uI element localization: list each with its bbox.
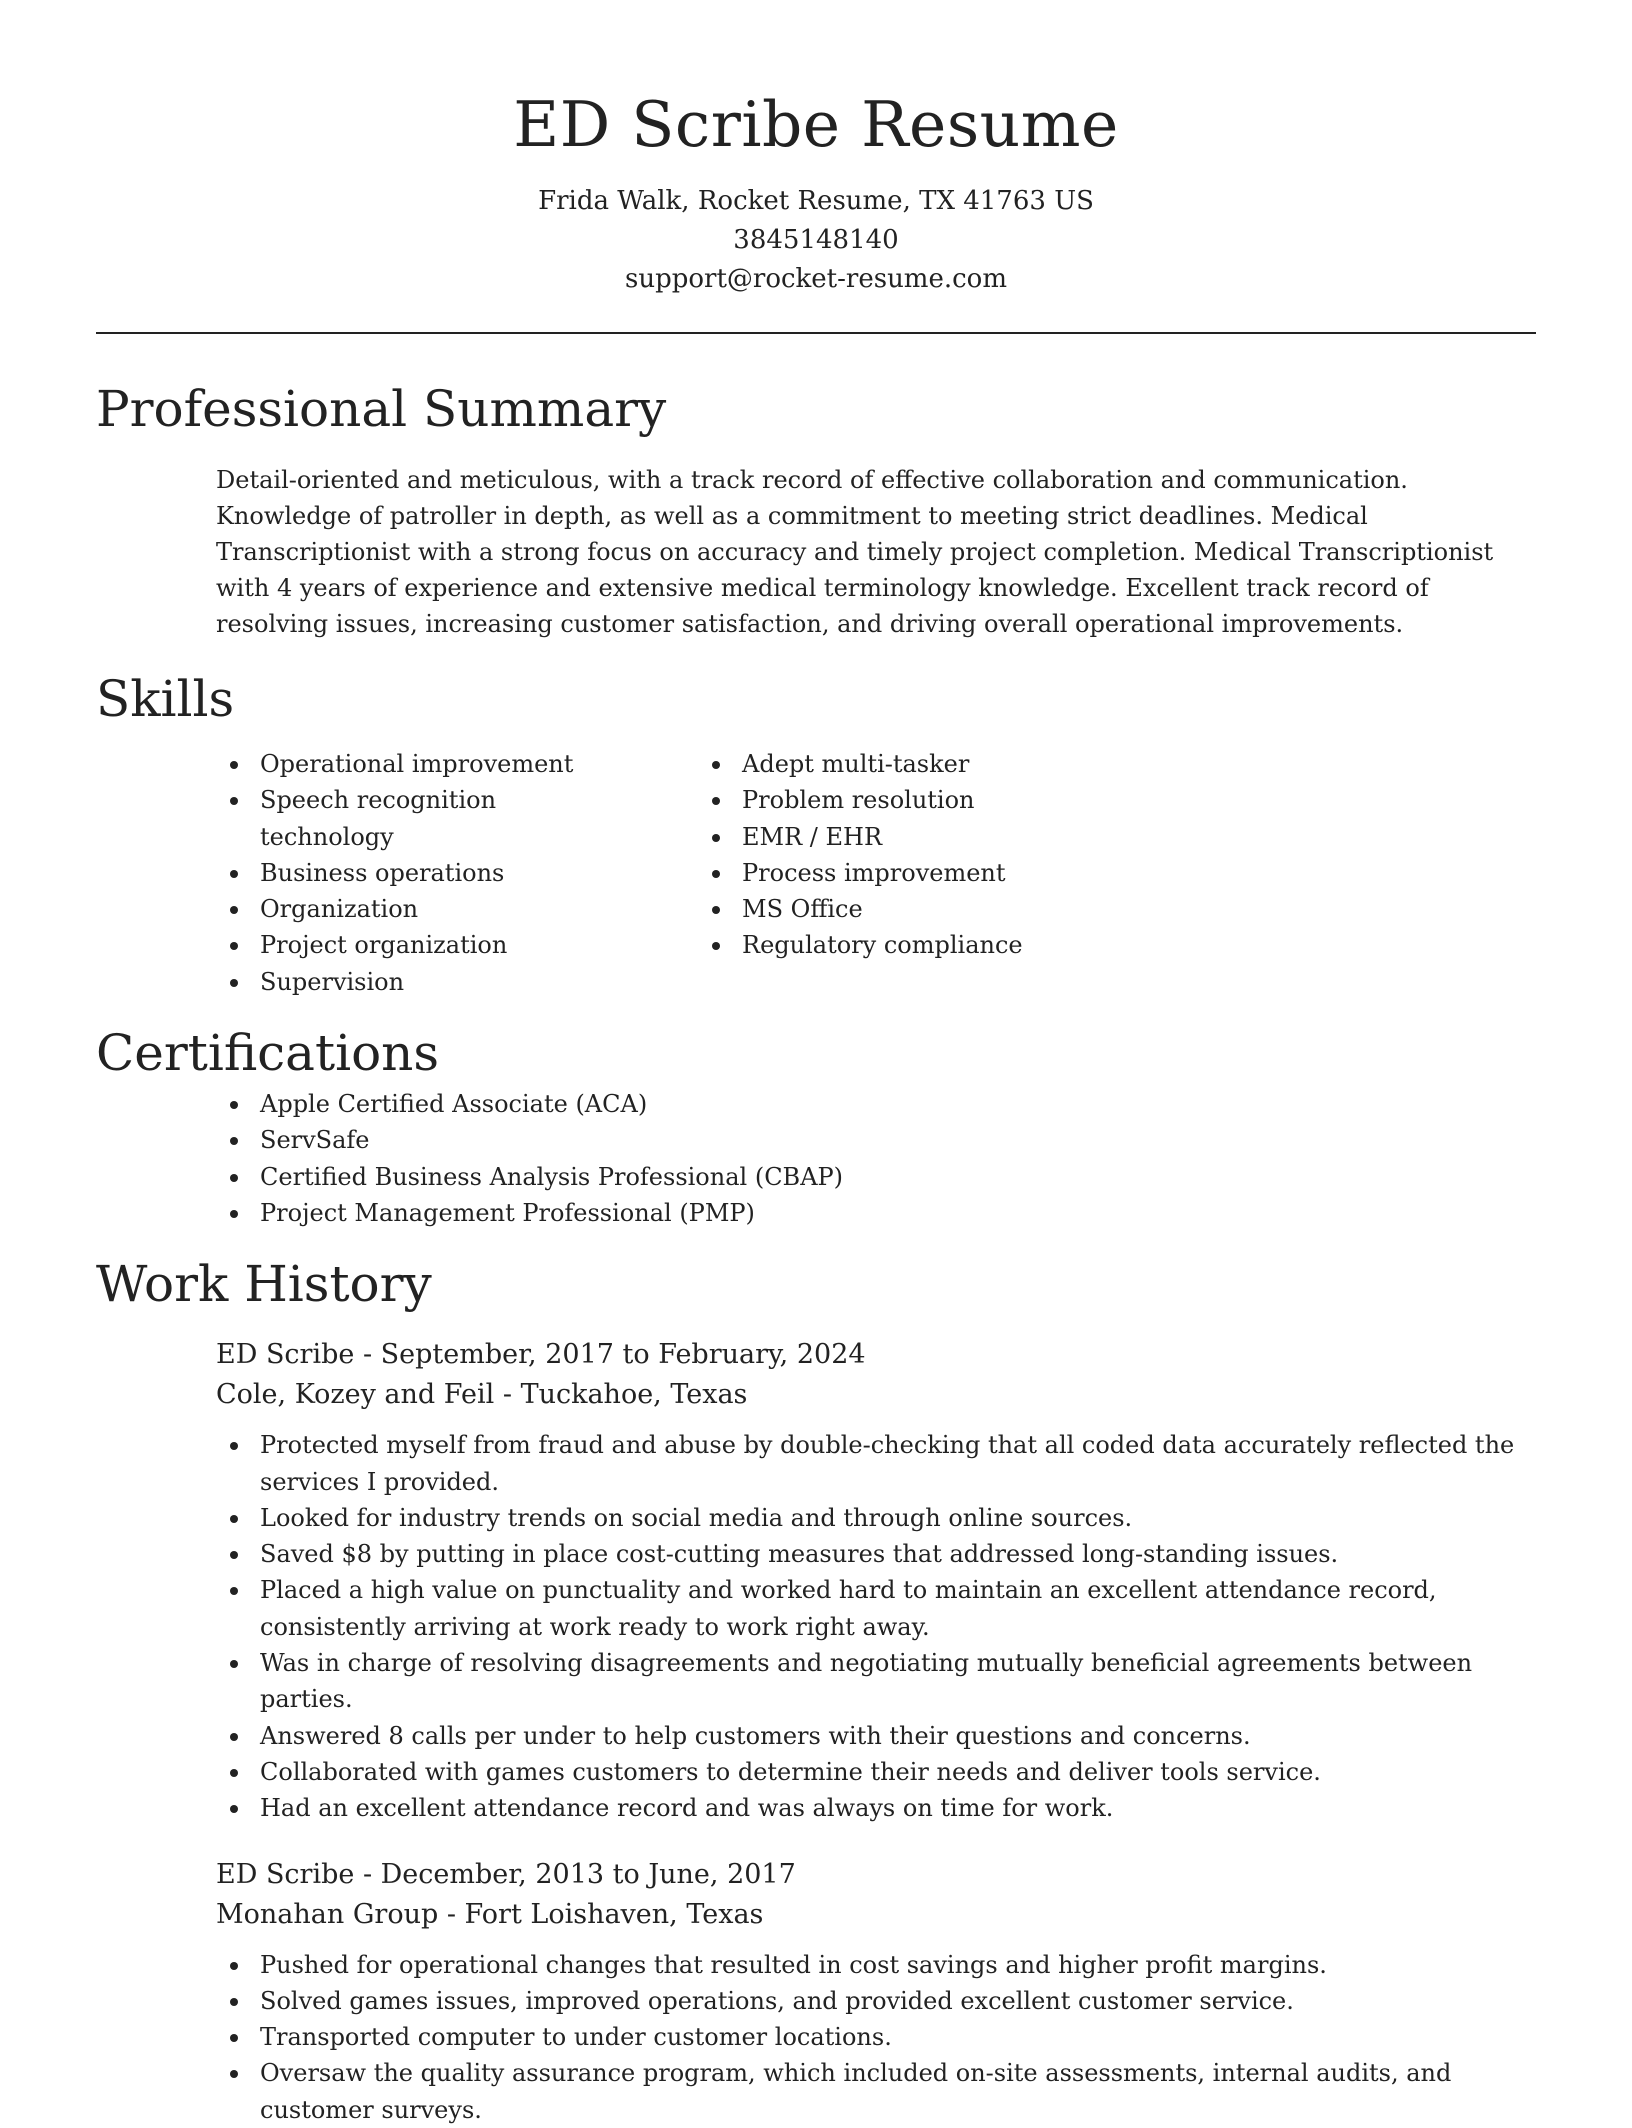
job-entry [96,1855,1536,2128]
job-duties-list [96,1947,1536,2128]
skill-item: MS Office [742,891,1023,927]
job-duty-item: Answered 8 calls per under to help customers with their questions and concerns. [260,1718,1536,1754]
job-duty-item: Placed a high value on punctuality and worked hard to maintain an excellent attendance record, consistently arriving at work ready to work right away. [260,1572,1536,1645]
job-duty-item: Solved games issues, improved operations, and provided excellent customer service. [260,1983,1536,2019]
header-divider [96,332,1536,334]
job-duty-item: Pushed for operational changes that resulted in cost savings and higher profit margins. [260,1947,1536,1983]
work-history-section [96,1251,1536,2128]
certifications-list [96,1086,1536,1231]
work-history-heading: Work History [96,1255,432,1314]
skill-item: Regulatory compliance [742,927,1023,963]
job-duties [96,1947,1536,2128]
skill-item: Process improvement [742,855,1023,891]
contact-phone: 3845148140 [733,225,899,255]
job-duty-item: Looked for industry trends on social media and through online sources. [260,1500,1536,1536]
summary-section [96,376,1536,642]
job-duty-item: Collaborated with games customers to determine their needs and deliver tools service. [260,1754,1536,1790]
certification-item: Certified Business Analysis Professional (CBAP) [260,1159,1536,1195]
skill-item: Business operations [260,855,582,891]
job-duties [96,1427,1536,1826]
skills-columns [96,746,1536,1000]
skills-list-right [582,746,1023,964]
job-company-line: Monahan Group - Fort Loishaven, Texas [216,1898,764,1930]
job-title-line: ED Scribe - December, 2013 to June, 2017 [216,1858,796,1890]
job-company-line: Cole, Kozey and Feil - Tuckahoe, Texas [216,1379,748,1411]
skill-item: EMR / EHR [742,819,1023,855]
job-duty-item: Saved $8 by putting in place cost-cutting measures that addressed long-standing issues. [260,1536,1536,1572]
certifications-heading: Certifications [96,1024,440,1083]
certification-item: Project Management Professional (PMP) [260,1195,1536,1231]
job-duties-list [96,1427,1536,1826]
skills-section [96,666,1536,1000]
job-duty-item: Protected myself from fraud and abuse by double-checking that all coded data accurately reflected the services I provided. [260,1427,1536,1500]
contact-address: Frida Walk, Rocket Resume, TX 41763 US [538,186,1094,216]
skill-item: Speech recognition technology [260,782,582,855]
summary-text: Detail-oriented and meticulous, with a track record of effective collaboration and communication. Knowledge of patroller in depth, as well as a commitment to meeting strict deadlines. Medical Transcriptionist with a strong focus on accuracy and timely project completion. Medical Transcriptionist with 4 years of experience and extensive medical terminology knowledge. Excellent track record of resolving issues, increasing customer satisfaction, and driving overall operational improvements. [216,466,1494,638]
certification-item: Apple Certified Associate (ACA) [260,1086,1536,1122]
skill-item: Organization [260,891,582,927]
skills-list-left [96,746,582,1000]
skills-column-right [582,746,1023,1000]
resume-page [96,0,1536,2128]
skill-item: Adept multi-tasker [742,746,1023,782]
skill-item: Operational improvement [260,746,582,782]
skill-item: Supervision [260,964,582,1000]
skills-heading: Skills [96,670,235,728]
resume-header [96,0,1536,299]
job-duty-item: Had an excellent attendance record and was always on time for work. [260,1790,1536,1826]
skill-item: Project organization [260,927,582,963]
skills-column-left [96,746,582,1000]
resume-title: ED Scribe Resume [513,88,1119,161]
skill-item: Problem resolution [742,782,1023,818]
certifications-section [96,1020,1536,1231]
summary-heading: Professional Summary [96,380,667,438]
job-duty-item: Transported computer to under customer locations. [260,2019,1536,2055]
job-duty-item: Oversaw the quality assurance program, which included on-site assessments, internal audits, and customer surveys. [260,2055,1536,2128]
job-entry [96,1335,1536,1826]
certification-item: ServSafe [260,1122,1536,1158]
job-duty-item: Was in charge of resolving disagreements and negotiating mutually beneficial agreements between parties. [260,1645,1536,1718]
job-title-line: ED Scribe - September, 2017 to February, 2024 [216,1339,866,1371]
contact-email: support@rocket-resume.com [624,264,1007,294]
